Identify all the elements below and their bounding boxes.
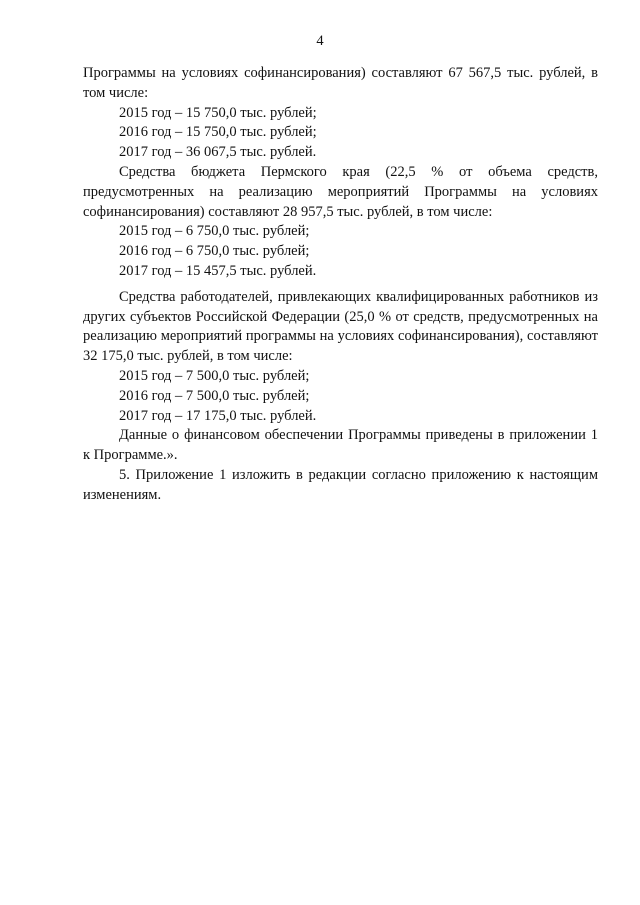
paragraph-continuation: Программы на условиях софинансирования) составляют 67 567,5 тыс. рублей, в том числе: [83,65,598,101]
amount-2015-regional: 2015 год – 6 750,0 тыс. рублей; [119,223,310,240]
amount-2017-employers: 2017 год – 17 175,0 тыс. рублей. [119,407,317,424]
page-number: 4 [316,33,324,49]
amount-2016-regional: 2016 год – 6 750,0 тыс. рублей; [119,243,310,260]
paragraph-regional-budget: Средства бюджета Пермского края (22,5 % от объема средств, предусмотренных на реализацию мероприятий Программы на условиях софинансирования) составляют 28 957,5 тыс. рублей, в том числе: [83,163,598,220]
amount-2015-employers: 2015 год – 7 500,0 тыс. рублей; [119,367,310,384]
paragraph-financing-data: Данные о финансовом обеспечении Программы приведены в приложении 1 к Программе.». [83,427,598,464]
amount-2016-employers: 2016 год – 7 500,0 тыс. рублей; [119,387,310,404]
amount-2017-regional: 2017 год – 15 457,5 тыс. рублей. [119,262,317,279]
amount-2016-cofinancing: 2016 год – 15 750,0 тыс. рублей; [119,124,317,141]
document-body [83,64,598,506]
paragraph-item-5: 5. Приложение 1 изложить в редакции согласно приложению к настоящим изменениям. [83,466,598,503]
paragraph-employers-funds: Средства работодателей, привлекающих квалифицированных работников из других субъектов Российской Федерации (25,0 % от средств, предусмотренных на реализацию мероприятий программы на условиях софинансирования), составляют 32 175,0 тыс. рублей, в том числе: [83,288,598,365]
amount-2017-cofinancing: 2017 год – 36 067,5 тыс. рублей. [119,144,317,161]
amount-2015-cofinancing: 2015 год – 15 750,0 тыс. рублей; [119,104,317,121]
